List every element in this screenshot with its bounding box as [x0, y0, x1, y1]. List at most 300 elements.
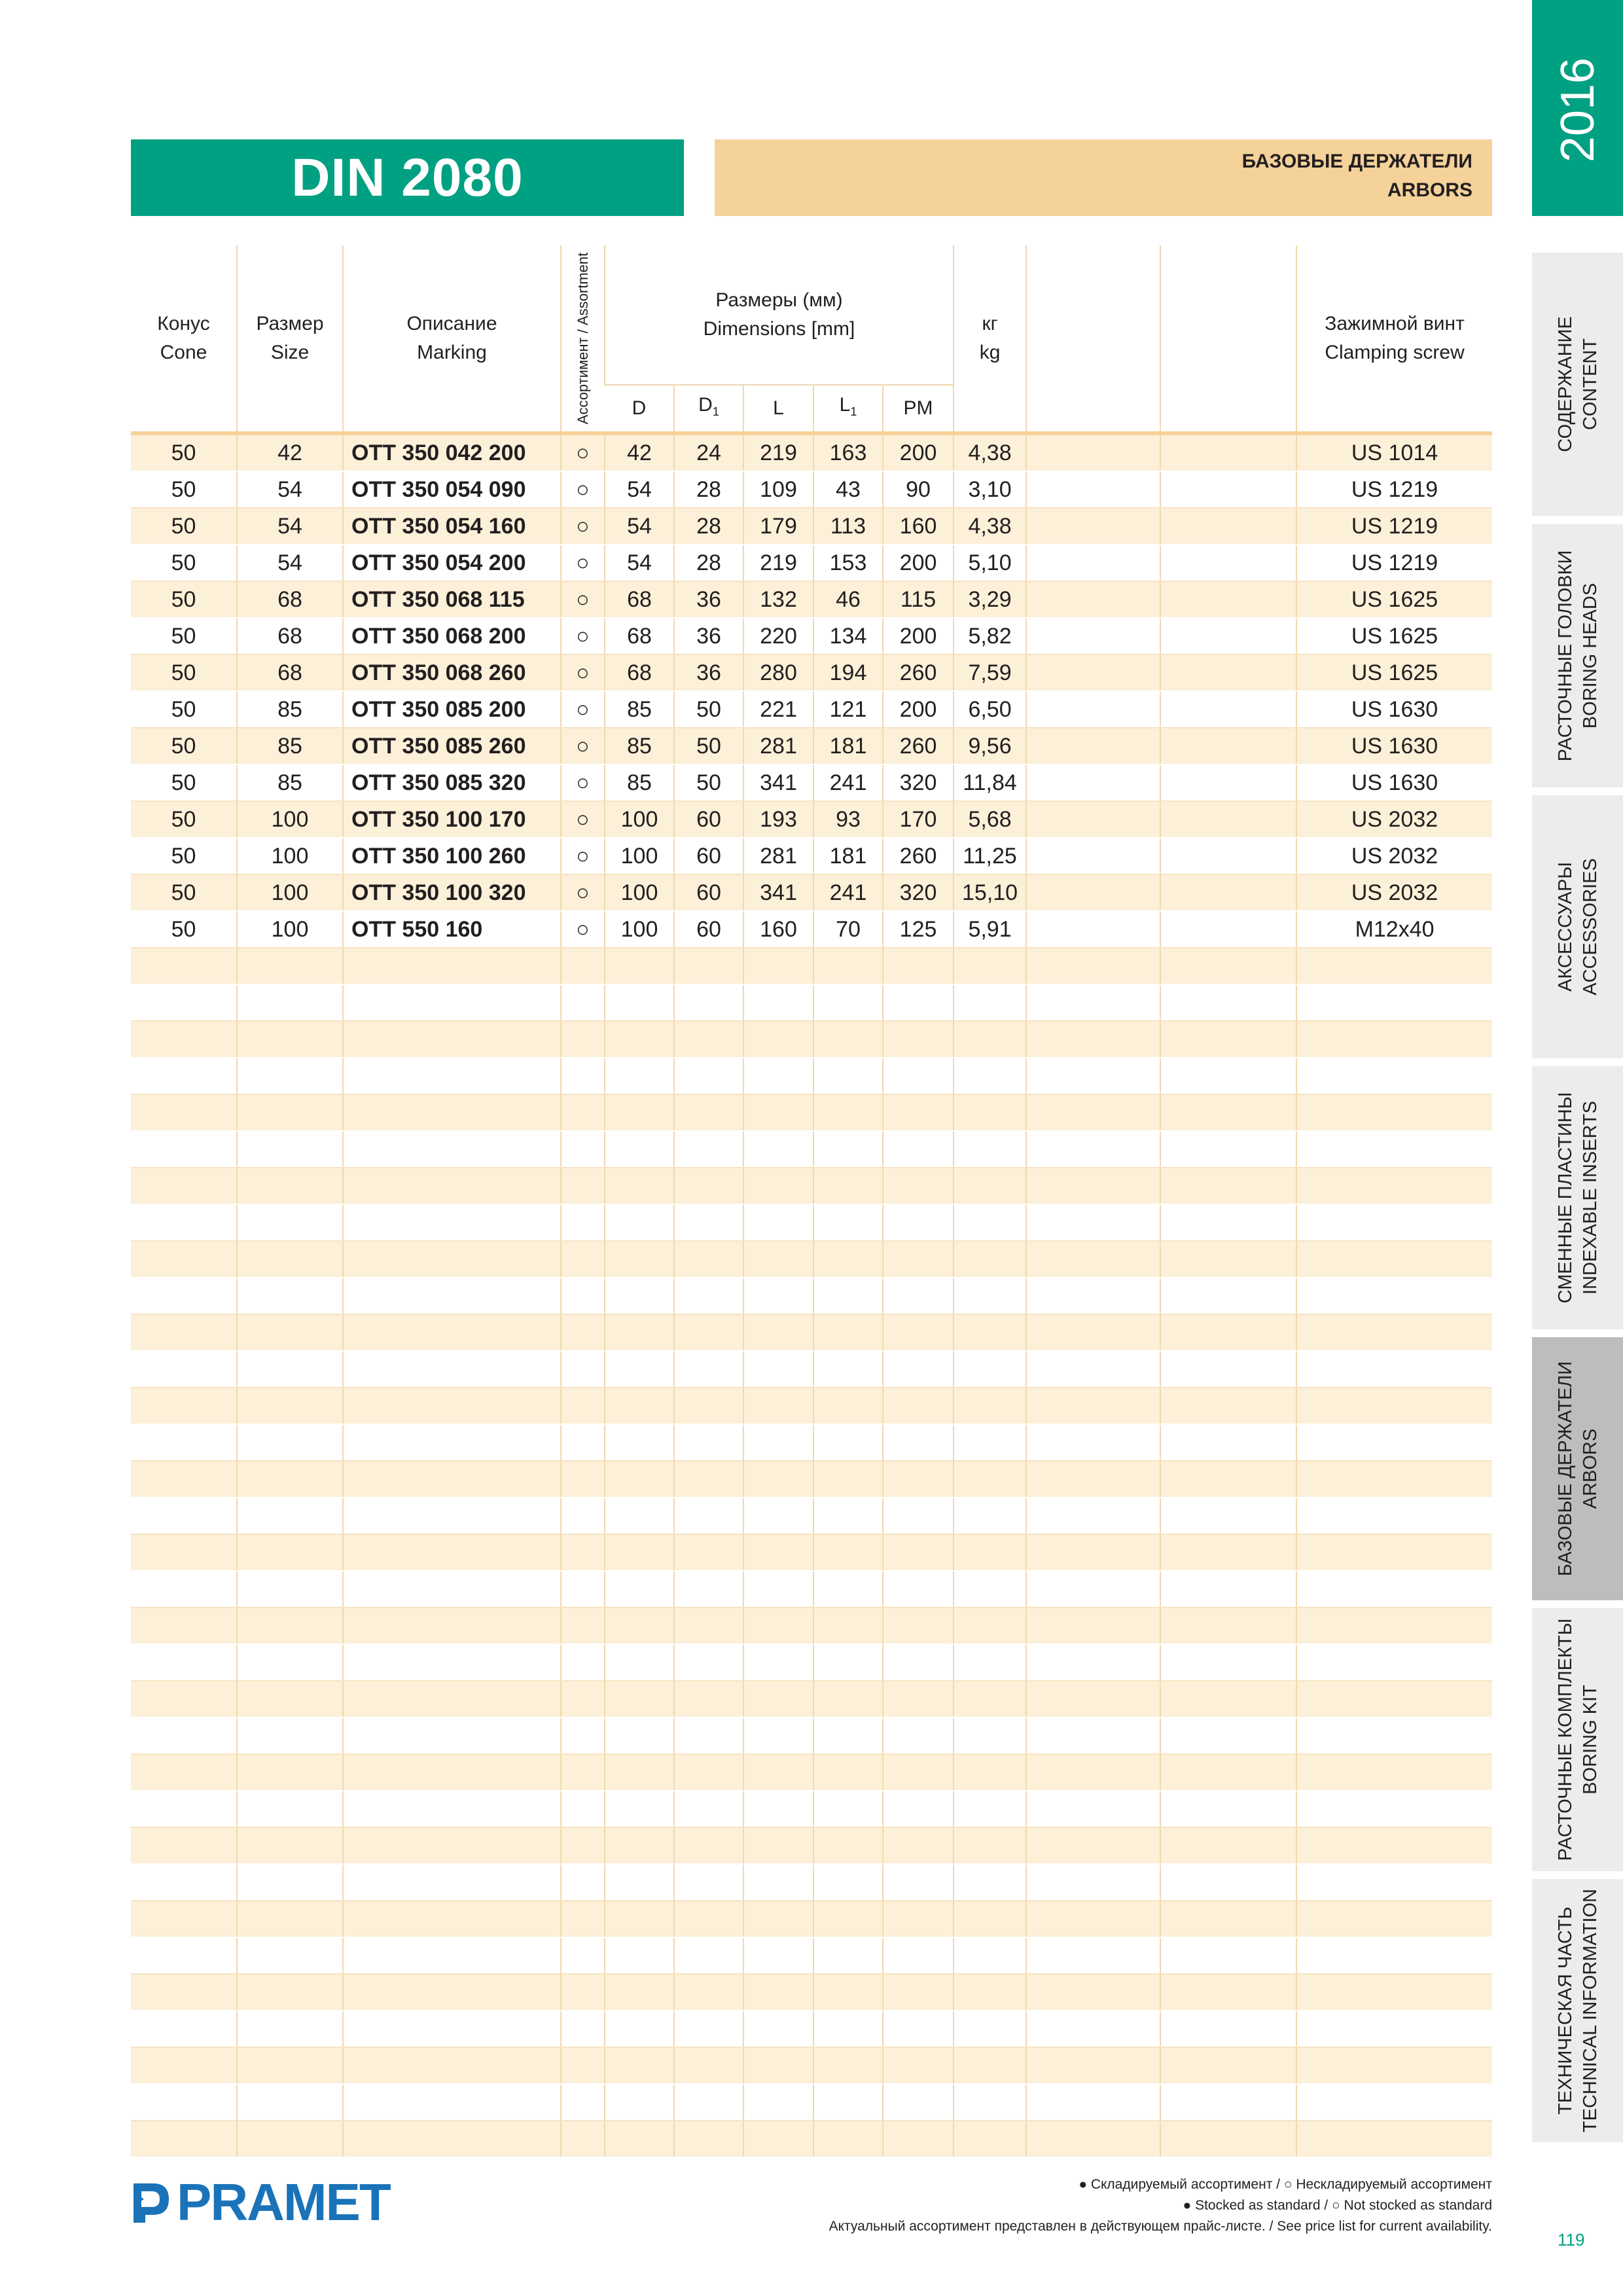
cell-l — [743, 1094, 813, 1131]
product-table — [131, 245, 1492, 2158]
cell-pm — [883, 1424, 954, 1461]
side-tab-3[interactable] — [1532, 1062, 1623, 1329]
cell-size: 68 — [237, 581, 343, 618]
cell-clamping-screw — [1296, 1534, 1492, 1571]
table-row — [131, 545, 1492, 581]
table-row — [131, 1168, 1492, 1204]
cell-empty-1 — [1026, 1351, 1160, 1388]
cell-weight — [954, 1791, 1026, 1827]
cell-empty-1 — [1026, 1461, 1160, 1498]
cell-size — [237, 1241, 343, 1278]
table-row — [131, 691, 1492, 728]
table-row — [131, 728, 1492, 764]
cell-d — [605, 1314, 674, 1351]
cell-d: 100 — [605, 838, 674, 874]
cell-weight — [954, 1388, 1026, 1424]
table-row — [131, 2011, 1492, 2047]
cell-assortment — [561, 1534, 605, 1571]
cell-marking — [343, 948, 561, 984]
cell-empty-2 — [1160, 508, 1296, 545]
cell-size — [237, 1974, 343, 2011]
cell-weight — [954, 1021, 1026, 1058]
cell-l — [743, 2047, 813, 2084]
header-size — [237, 245, 343, 433]
cell-pm: 90 — [883, 471, 954, 508]
cell-empty-2 — [1160, 1424, 1296, 1461]
cell-weight: 5,91 — [954, 911, 1026, 948]
cell-clamping-screw — [1296, 1351, 1492, 1388]
cell-size — [237, 984, 343, 1021]
cell-empty-2 — [1160, 1498, 1296, 1534]
cell-clamping-screw — [1296, 1937, 1492, 1974]
table-body — [131, 433, 1492, 2157]
cell-size: 85 — [237, 764, 343, 801]
cell-pm — [883, 1388, 954, 1424]
header-l1-base: L — [839, 394, 851, 416]
cell-empty-1 — [1026, 1974, 1160, 2011]
header-clamping-screw — [1296, 245, 1492, 433]
header-weight-en: kg — [979, 342, 1001, 363]
cell-cone — [131, 2011, 237, 2047]
cell-empty-2 — [1160, 1131, 1296, 1168]
cell-weight — [954, 1058, 1026, 1094]
header-screw-en: Clamping screw — [1325, 342, 1465, 363]
cell-size — [237, 1864, 343, 1901]
cell-assortment: ○ — [561, 581, 605, 618]
side-tab-label-en: ACCESSORIES — [1579, 858, 1601, 996]
cell-empty-2 — [1160, 764, 1296, 801]
side-tab-label-ru: СОДЕРЖАНИЕ — [1554, 316, 1576, 452]
cell-size — [237, 1278, 343, 1314]
cell-d — [605, 1351, 674, 1388]
cell-clamping-screw — [1296, 1424, 1492, 1461]
cell-pm: 320 — [883, 874, 954, 911]
cell-size — [237, 1021, 343, 1058]
cell-clamping-screw — [1296, 1058, 1492, 1094]
cell-d1: 24 — [674, 433, 743, 471]
cell-size: 100 — [237, 838, 343, 874]
cell-weight — [954, 1864, 1026, 1901]
cell-cone — [131, 1644, 237, 1681]
cell-weight — [954, 1314, 1026, 1351]
cell-d1 — [674, 984, 743, 1021]
cell-marking: OTT 350 085 200 — [343, 691, 561, 728]
cell-weight: 3,29 — [954, 581, 1026, 618]
cell-size: 100 — [237, 874, 343, 911]
cell-weight — [954, 1278, 1026, 1314]
cell-d — [605, 1424, 674, 1461]
cell-cone — [131, 1864, 237, 1901]
cell-pm: 260 — [883, 728, 954, 764]
product-table-container — [131, 245, 1492, 2158]
cell-empty-2 — [1160, 1204, 1296, 1241]
cell-size — [237, 1424, 343, 1461]
header-marking — [343, 245, 561, 433]
side-tab-label-ru: АКСЕССУАРЫ — [1554, 862, 1576, 992]
cell-empty-1 — [1026, 1791, 1160, 1827]
cell-l1 — [813, 1717, 883, 1754]
cell-weight — [954, 1827, 1026, 1864]
cell-l1 — [813, 984, 883, 1021]
cell-l: 160 — [743, 911, 813, 948]
cell-weight — [954, 2047, 1026, 2084]
cell-size: 54 — [237, 508, 343, 545]
cell-l: 219 — [743, 433, 813, 471]
cell-assortment: ○ — [561, 838, 605, 874]
table-row — [131, 1791, 1492, 1827]
cell-d1 — [674, 2121, 743, 2157]
year-label: 2016 — [1551, 57, 1604, 163]
cell-marking — [343, 1607, 561, 1644]
cell-l — [743, 2084, 813, 2121]
cell-d1 — [674, 1864, 743, 1901]
side-tab-label-ru: ТЕХНИЧЕСКАЯ ЧАСТЬ — [1554, 1907, 1576, 2115]
cell-pm: 200 — [883, 691, 954, 728]
cell-pm — [883, 1094, 954, 1131]
header-cone-ru: Конус — [157, 313, 210, 334]
cell-marking — [343, 1754, 561, 1791]
table-row — [131, 618, 1492, 655]
cell-d: 100 — [605, 874, 674, 911]
cell-cone — [131, 1754, 237, 1791]
page-title-banner — [131, 139, 684, 216]
cell-d1 — [674, 1644, 743, 1681]
header-marking-en: Marking — [417, 342, 487, 363]
cell-empty-1 — [1026, 728, 1160, 764]
cell-assortment — [561, 1388, 605, 1424]
cell-cone — [131, 1461, 237, 1498]
cell-size — [237, 1571, 343, 1607]
cell-size — [237, 2011, 343, 2047]
table-row — [131, 1901, 1492, 1937]
cell-d — [605, 1717, 674, 1754]
cell-clamping-screw: US 1014 — [1296, 433, 1492, 471]
cell-clamping-screw — [1296, 1571, 1492, 1607]
cell-l1 — [813, 1791, 883, 1827]
cell-empty-1 — [1026, 838, 1160, 874]
cell-clamping-screw: US 1630 — [1296, 728, 1492, 764]
cell-empty-1 — [1026, 1827, 1160, 1864]
cell-d1 — [674, 1461, 743, 1498]
cell-pm — [883, 1864, 954, 1901]
cell-empty-1 — [1026, 948, 1160, 984]
cell-clamping-screw — [1296, 1754, 1492, 1791]
table-row — [131, 1681, 1492, 1717]
cell-cone — [131, 1901, 237, 1937]
cell-marking — [343, 2121, 561, 2157]
cell-d1: 50 — [674, 691, 743, 728]
cell-marking: OTT 550 160 — [343, 911, 561, 948]
cell-l — [743, 1901, 813, 1937]
table-row — [131, 1278, 1492, 1314]
cell-pm — [883, 1901, 954, 1937]
cell-l1 — [813, 1388, 883, 1424]
header-dimensions — [605, 245, 954, 385]
cell-d1 — [674, 1351, 743, 1388]
cell-pm — [883, 948, 954, 984]
cell-weight — [954, 1168, 1026, 1204]
cell-l: 219 — [743, 545, 813, 581]
cell-pm — [883, 1717, 954, 1754]
cell-cone — [131, 1424, 237, 1461]
cell-l — [743, 1021, 813, 1058]
cell-cone: 50 — [131, 655, 237, 691]
cell-pm — [883, 1314, 954, 1351]
cell-empty-2 — [1160, 1094, 1296, 1131]
cell-marking — [343, 1094, 561, 1131]
cell-empty-2 — [1160, 1607, 1296, 1644]
cell-empty-2 — [1160, 838, 1296, 874]
cell-size — [237, 1058, 343, 1094]
cell-l1: 93 — [813, 801, 883, 838]
cell-marking: OTT 350 054 090 — [343, 471, 561, 508]
cell-empty-2 — [1160, 1351, 1296, 1388]
cell-l1 — [813, 1498, 883, 1534]
cell-cone: 50 — [131, 433, 237, 471]
cell-assortment — [561, 1681, 605, 1717]
cell-cone: 50 — [131, 838, 237, 874]
cell-size — [237, 1607, 343, 1644]
cell-assortment — [561, 1644, 605, 1681]
cell-weight — [954, 1094, 1026, 1131]
table-row — [131, 984, 1492, 1021]
cell-marking — [343, 1021, 561, 1058]
cell-d1: 60 — [674, 874, 743, 911]
cell-cone — [131, 1131, 237, 1168]
cell-clamping-screw — [1296, 1131, 1492, 1168]
side-tab-label-ru: РАСТОЧНЫЕ ГОЛОВКИ — [1554, 550, 1576, 762]
cell-marking — [343, 1058, 561, 1094]
side-tab-0[interactable] — [1532, 249, 1623, 516]
cell-size — [237, 1314, 343, 1351]
side-tab-label-en: INDEXABLE INSERTS — [1579, 1101, 1601, 1295]
cell-d1: 60 — [674, 838, 743, 874]
cell-assortment — [561, 1754, 605, 1791]
cell-d1 — [674, 1168, 743, 1204]
cell-weight — [954, 1937, 1026, 1974]
cell-d — [605, 1168, 674, 1204]
cell-marking — [343, 1827, 561, 1864]
cell-marking — [343, 1388, 561, 1424]
header-size-ru: Размер — [256, 313, 324, 334]
cell-weight — [954, 1717, 1026, 1754]
footer-notes — [829, 2174, 1492, 2237]
cell-d — [605, 1094, 674, 1131]
cell-l — [743, 1681, 813, 1717]
cell-assortment: ○ — [561, 508, 605, 545]
cell-size — [237, 1754, 343, 1791]
cell-clamping-screw — [1296, 2047, 1492, 2084]
cell-size: 42 — [237, 433, 343, 471]
cell-weight — [954, 1571, 1026, 1607]
cell-clamping-screw — [1296, 1241, 1492, 1278]
cell-marking — [343, 1314, 561, 1351]
cell-l1: 113 — [813, 508, 883, 545]
cell-marking: OTT 350 054 160 — [343, 508, 561, 545]
cell-assortment — [561, 1791, 605, 1827]
cell-l1: 181 — [813, 728, 883, 764]
cell-d — [605, 1644, 674, 1681]
cell-weight: 4,38 — [954, 433, 1026, 471]
header-pm: PM — [883, 385, 954, 433]
cell-d: 54 — [605, 471, 674, 508]
cell-weight: 15,10 — [954, 874, 1026, 911]
cell-d1 — [674, 1717, 743, 1754]
cell-d — [605, 1754, 674, 1791]
header-weight-ru: кг — [982, 313, 998, 334]
cell-d1 — [674, 2011, 743, 2047]
cell-assortment: ○ — [561, 801, 605, 838]
cell-weight — [954, 1644, 1026, 1681]
side-tab-label-ru: РАСТОЧНЫЕ КОМПЛЕКТЫ — [1554, 1618, 1576, 1861]
cell-l — [743, 1974, 813, 2011]
cell-cone — [131, 1534, 237, 1571]
cell-l1 — [813, 1937, 883, 1974]
cell-l — [743, 2011, 813, 2047]
cell-pm: 320 — [883, 764, 954, 801]
legend-ru: ● Складируемый ассортимент / ○ Нескладируемый ассортимент — [1079, 2177, 1492, 2192]
cell-weight: 3,10 — [954, 471, 1026, 508]
cell-size — [237, 1351, 343, 1388]
cell-d: 68 — [605, 655, 674, 691]
cell-empty-1 — [1026, 874, 1160, 911]
cell-marking — [343, 1644, 561, 1681]
cell-weight — [954, 1424, 1026, 1461]
cell-pm — [883, 1498, 954, 1534]
cell-size — [237, 1168, 343, 1204]
cell-empty-2 — [1160, 2084, 1296, 2121]
cell-pm — [883, 2121, 954, 2157]
cell-clamping-screw: US 2032 — [1296, 801, 1492, 838]
header-screw-ru: Зажимной винт — [1325, 313, 1465, 334]
cell-empty-2 — [1160, 1241, 1296, 1278]
cell-d — [605, 948, 674, 984]
year-tab — [1532, 0, 1623, 216]
cell-empty-2 — [1160, 874, 1296, 911]
cell-d — [605, 1388, 674, 1424]
cell-l1 — [813, 1424, 883, 1461]
cell-d — [605, 2084, 674, 2121]
cell-assortment — [561, 2047, 605, 2084]
cell-cone: 50 — [131, 618, 237, 655]
cell-d: 85 — [605, 691, 674, 728]
cell-l — [743, 1168, 813, 1204]
cell-empty-1 — [1026, 2121, 1160, 2157]
cell-size — [237, 1827, 343, 1864]
cell-clamping-screw — [1296, 1094, 1492, 1131]
cell-marking — [343, 2084, 561, 2121]
cell-d1: 28 — [674, 545, 743, 581]
cell-l1 — [813, 1461, 883, 1498]
cell-empty-1 — [1026, 1168, 1160, 1204]
cell-empty-1 — [1026, 1754, 1160, 1791]
side-tab-label — [1553, 1361, 1603, 1576]
cell-size — [237, 1461, 343, 1498]
cell-clamping-screw — [1296, 1498, 1492, 1534]
side-tab-5[interactable] — [1532, 1604, 1623, 1871]
side-tab-label-en: BORING HEADS — [1579, 583, 1601, 729]
cell-pm — [883, 1204, 954, 1241]
cell-empty-2 — [1160, 1901, 1296, 1937]
cell-weight — [954, 1204, 1026, 1241]
cell-marking: OTT 350 100 170 — [343, 801, 561, 838]
side-tab-2[interactable] — [1532, 791, 1623, 1058]
cell-d — [605, 1571, 674, 1607]
cell-d1: 60 — [674, 911, 743, 948]
side-tab-label — [1553, 1092, 1603, 1304]
cell-marking — [343, 1791, 561, 1827]
cell-empty-2 — [1160, 1754, 1296, 1791]
cell-d1 — [674, 1204, 743, 1241]
cell-l: 341 — [743, 874, 813, 911]
table-row — [131, 1351, 1492, 1388]
cell-clamping-screw — [1296, 948, 1492, 984]
cell-empty-1 — [1026, 508, 1160, 545]
cell-d — [605, 1681, 674, 1717]
cell-pm — [883, 1241, 954, 1278]
cell-marking: OTT 350 054 200 — [343, 545, 561, 581]
side-tab-4[interactable] — [1532, 1333, 1623, 1600]
cell-cone — [131, 1094, 237, 1131]
side-tab-label — [1553, 1889, 1603, 2132]
cell-size — [237, 2084, 343, 2121]
cell-size — [237, 1791, 343, 1827]
cell-empty-1 — [1026, 655, 1160, 691]
cell-d: 54 — [605, 508, 674, 545]
cell-empty-2 — [1160, 1461, 1296, 1498]
cell-pm — [883, 2047, 954, 2084]
cell-d1 — [674, 1901, 743, 1937]
cell-empty-2 — [1160, 1717, 1296, 1754]
cell-empty-1 — [1026, 2047, 1160, 2084]
cell-l1 — [813, 1351, 883, 1388]
table-row — [131, 581, 1492, 618]
category-banner — [715, 139, 1492, 216]
header-cone — [131, 245, 237, 433]
cell-empty-2 — [1160, 1314, 1296, 1351]
table-row — [131, 1461, 1492, 1498]
cell-empty-1 — [1026, 984, 1160, 1021]
cell-marking — [343, 2047, 561, 2084]
side-tab-1[interactable] — [1532, 520, 1623, 787]
cell-clamping-screw — [1296, 984, 1492, 1021]
cell-empty-2 — [1160, 2047, 1296, 2084]
cell-pm — [883, 1681, 954, 1717]
cell-weight: 6,50 — [954, 691, 1026, 728]
cell-d — [605, 1241, 674, 1278]
cell-empty-1 — [1026, 1864, 1160, 1901]
cell-size: 100 — [237, 911, 343, 948]
side-tab-6[interactable] — [1532, 1875, 1623, 2142]
cell-d1 — [674, 1424, 743, 1461]
cell-d1 — [674, 1827, 743, 1864]
cell-assortment — [561, 1937, 605, 1974]
cell-clamping-screw — [1296, 1864, 1492, 1901]
side-tab-label-en: CONTENT — [1579, 338, 1601, 431]
cell-assortment: ○ — [561, 728, 605, 764]
cell-assortment: ○ — [561, 433, 605, 471]
cell-l1 — [813, 1534, 883, 1571]
cell-empty-2 — [1160, 1058, 1296, 1094]
cell-assortment — [561, 1168, 605, 1204]
cell-l — [743, 2121, 813, 2157]
cell-empty-1 — [1026, 1644, 1160, 1681]
cell-empty-2 — [1160, 1864, 1296, 1901]
cell-l: 281 — [743, 728, 813, 764]
cell-marking — [343, 984, 561, 1021]
cell-empty-2 — [1160, 545, 1296, 581]
cell-empty-2 — [1160, 911, 1296, 948]
